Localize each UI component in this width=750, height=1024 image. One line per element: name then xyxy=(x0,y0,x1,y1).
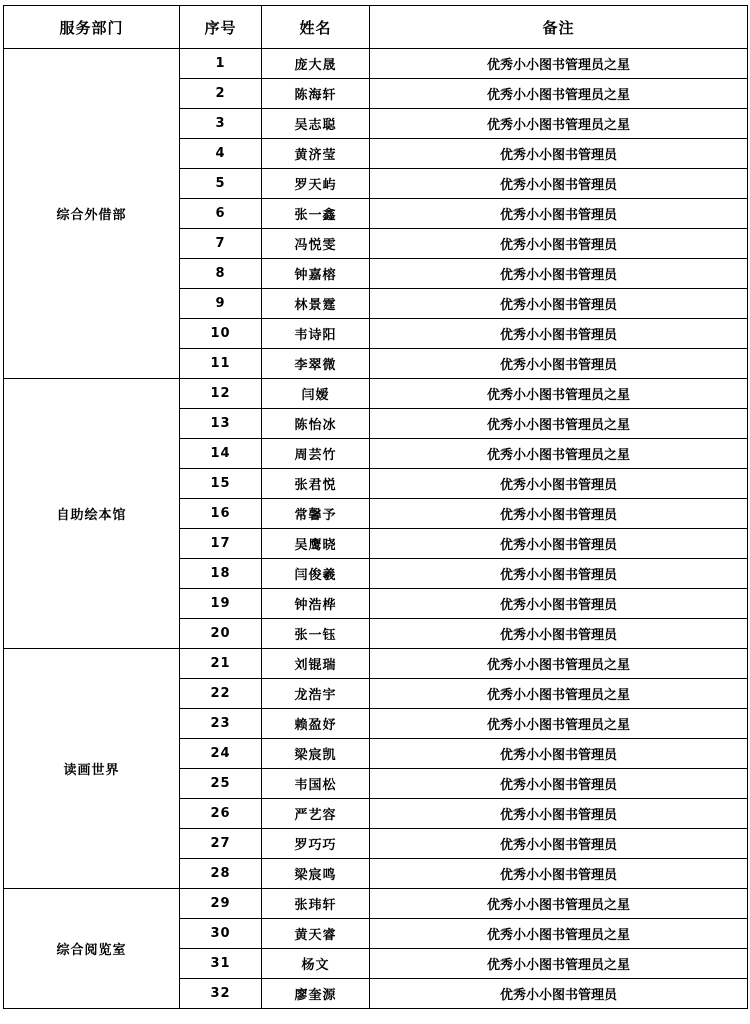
name-cell: 梁宸鸣 xyxy=(262,859,370,889)
number-cell: 31 xyxy=(180,949,262,979)
number-cell: 4 xyxy=(180,139,262,169)
number-cell: 19 xyxy=(180,589,262,619)
number-cell: 22 xyxy=(180,679,262,709)
table-row xyxy=(4,49,748,79)
number-cell: 14 xyxy=(180,439,262,469)
note-cell: 优秀小小图书管理员 xyxy=(370,169,748,199)
number-cell: 24 xyxy=(180,739,262,769)
note-cell: 优秀小小图书管理员 xyxy=(370,199,748,229)
name-cell: 周芸竹 xyxy=(262,439,370,469)
number-cell: 10 xyxy=(180,319,262,349)
note-cell: 优秀小小图书管理员之星 xyxy=(370,919,748,949)
note-cell: 优秀小小图书管理员 xyxy=(370,319,748,349)
department-cell: 综合阅览室 xyxy=(4,889,180,1009)
table-row xyxy=(4,889,748,919)
name-cell: 韦国松 xyxy=(262,769,370,799)
note-cell: 优秀小小图书管理员 xyxy=(370,529,748,559)
name-cell: 陈海轩 xyxy=(262,79,370,109)
name-cell: 廖奎源 xyxy=(262,979,370,1009)
number-cell: 16 xyxy=(180,499,262,529)
name-cell: 张一鑫 xyxy=(262,199,370,229)
header-department: 服务部门 xyxy=(4,6,180,49)
header-row xyxy=(4,6,748,49)
name-cell: 冯悦雯 xyxy=(262,229,370,259)
name-cell: 钟浩桦 xyxy=(262,589,370,619)
name-cell: 罗天屿 xyxy=(262,169,370,199)
note-cell: 优秀小小图书管理员之星 xyxy=(370,889,748,919)
note-cell: 优秀小小图书管理员 xyxy=(370,859,748,889)
note-cell: 优秀小小图书管理员 xyxy=(370,979,748,1009)
number-cell: 26 xyxy=(180,799,262,829)
name-cell: 闫俊羲 xyxy=(262,559,370,589)
number-cell: 32 xyxy=(180,979,262,1009)
note-cell: 优秀小小图书管理员之星 xyxy=(370,949,748,979)
name-cell: 常馨予 xyxy=(262,499,370,529)
number-cell: 7 xyxy=(180,229,262,259)
number-cell: 13 xyxy=(180,409,262,439)
note-cell: 优秀小小图书管理员 xyxy=(370,589,748,619)
name-cell: 刘锟瑞 xyxy=(262,649,370,679)
note-cell: 优秀小小图书管理员之星 xyxy=(370,109,748,139)
number-cell: 5 xyxy=(180,169,262,199)
name-cell: 吴鹰晓 xyxy=(262,529,370,559)
name-cell: 张玮轩 xyxy=(262,889,370,919)
number-cell: 28 xyxy=(180,859,262,889)
name-cell: 李翠微 xyxy=(262,349,370,379)
note-cell: 优秀小小图书管理员 xyxy=(370,769,748,799)
table-row xyxy=(4,649,748,679)
number-cell: 11 xyxy=(180,349,262,379)
number-cell: 17 xyxy=(180,529,262,559)
name-cell: 黄天睿 xyxy=(262,919,370,949)
number-cell: 3 xyxy=(180,109,262,139)
name-cell: 罗巧巧 xyxy=(262,829,370,859)
header-name: 姓名 xyxy=(262,6,370,49)
note-cell: 优秀小小图书管理员 xyxy=(370,799,748,829)
note-cell: 优秀小小图书管理员之星 xyxy=(370,709,748,739)
name-cell: 张一钰 xyxy=(262,619,370,649)
header-note: 备注 xyxy=(370,6,748,49)
header-number: 序号 xyxy=(180,6,262,49)
name-cell: 陈怡冰 xyxy=(262,409,370,439)
department-cell: 读画世界 xyxy=(4,649,180,889)
number-cell: 8 xyxy=(180,259,262,289)
name-cell: 韦诗阳 xyxy=(262,319,370,349)
note-cell: 优秀小小图书管理员 xyxy=(370,469,748,499)
note-cell: 优秀小小图书管理员 xyxy=(370,499,748,529)
number-cell: 2 xyxy=(180,79,262,109)
department-cell: 自助绘本馆 xyxy=(4,379,180,649)
number-cell: 27 xyxy=(180,829,262,859)
name-cell: 黄济莹 xyxy=(262,139,370,169)
note-cell: 优秀小小图书管理员之星 xyxy=(370,679,748,709)
number-cell: 9 xyxy=(180,289,262,319)
number-cell: 30 xyxy=(180,919,262,949)
number-cell: 25 xyxy=(180,769,262,799)
note-cell: 优秀小小图书管理员之星 xyxy=(370,79,748,109)
table-header xyxy=(4,6,748,49)
name-cell: 林景霆 xyxy=(262,289,370,319)
note-cell: 优秀小小图书管理员之星 xyxy=(370,649,748,679)
name-cell: 严艺容 xyxy=(262,799,370,829)
note-cell: 优秀小小图书管理员之星 xyxy=(370,49,748,79)
note-cell: 优秀小小图书管理员 xyxy=(370,739,748,769)
note-cell: 优秀小小图书管理员 xyxy=(370,139,748,169)
number-cell: 12 xyxy=(180,379,262,409)
name-cell: 梁宸凯 xyxy=(262,739,370,769)
name-cell: 钟嘉榕 xyxy=(262,259,370,289)
table-row xyxy=(4,379,748,409)
number-cell: 6 xyxy=(180,199,262,229)
name-cell: 闫嫒 xyxy=(262,379,370,409)
note-cell: 优秀小小图书管理员 xyxy=(370,349,748,379)
name-cell: 杨文 xyxy=(262,949,370,979)
number-cell: 21 xyxy=(180,649,262,679)
note-cell: 优秀小小图书管理员之星 xyxy=(370,439,748,469)
note-cell: 优秀小小图书管理员之星 xyxy=(370,379,748,409)
number-cell: 1 xyxy=(180,49,262,79)
name-cell: 张君悦 xyxy=(262,469,370,499)
number-cell: 15 xyxy=(180,469,262,499)
note-cell: 优秀小小图书管理员 xyxy=(370,289,748,319)
name-cell: 赖盈妤 xyxy=(262,709,370,739)
note-cell: 优秀小小图书管理员 xyxy=(370,829,748,859)
department-cell: 综合外借部 xyxy=(4,49,180,379)
number-cell: 23 xyxy=(180,709,262,739)
note-cell: 优秀小小图书管理员 xyxy=(370,559,748,589)
number-cell: 18 xyxy=(180,559,262,589)
table-body xyxy=(4,49,748,1009)
roster-table xyxy=(3,5,748,1009)
number-cell: 29 xyxy=(180,889,262,919)
note-cell: 优秀小小图书管理员之星 xyxy=(370,409,748,439)
name-cell: 龙浩宇 xyxy=(262,679,370,709)
note-cell: 优秀小小图书管理员 xyxy=(370,229,748,259)
number-cell: 20 xyxy=(180,619,262,649)
name-cell: 庞大晟 xyxy=(262,49,370,79)
name-cell: 吴志聪 xyxy=(262,109,370,139)
note-cell: 优秀小小图书管理员 xyxy=(370,619,748,649)
note-cell: 优秀小小图书管理员 xyxy=(370,259,748,289)
